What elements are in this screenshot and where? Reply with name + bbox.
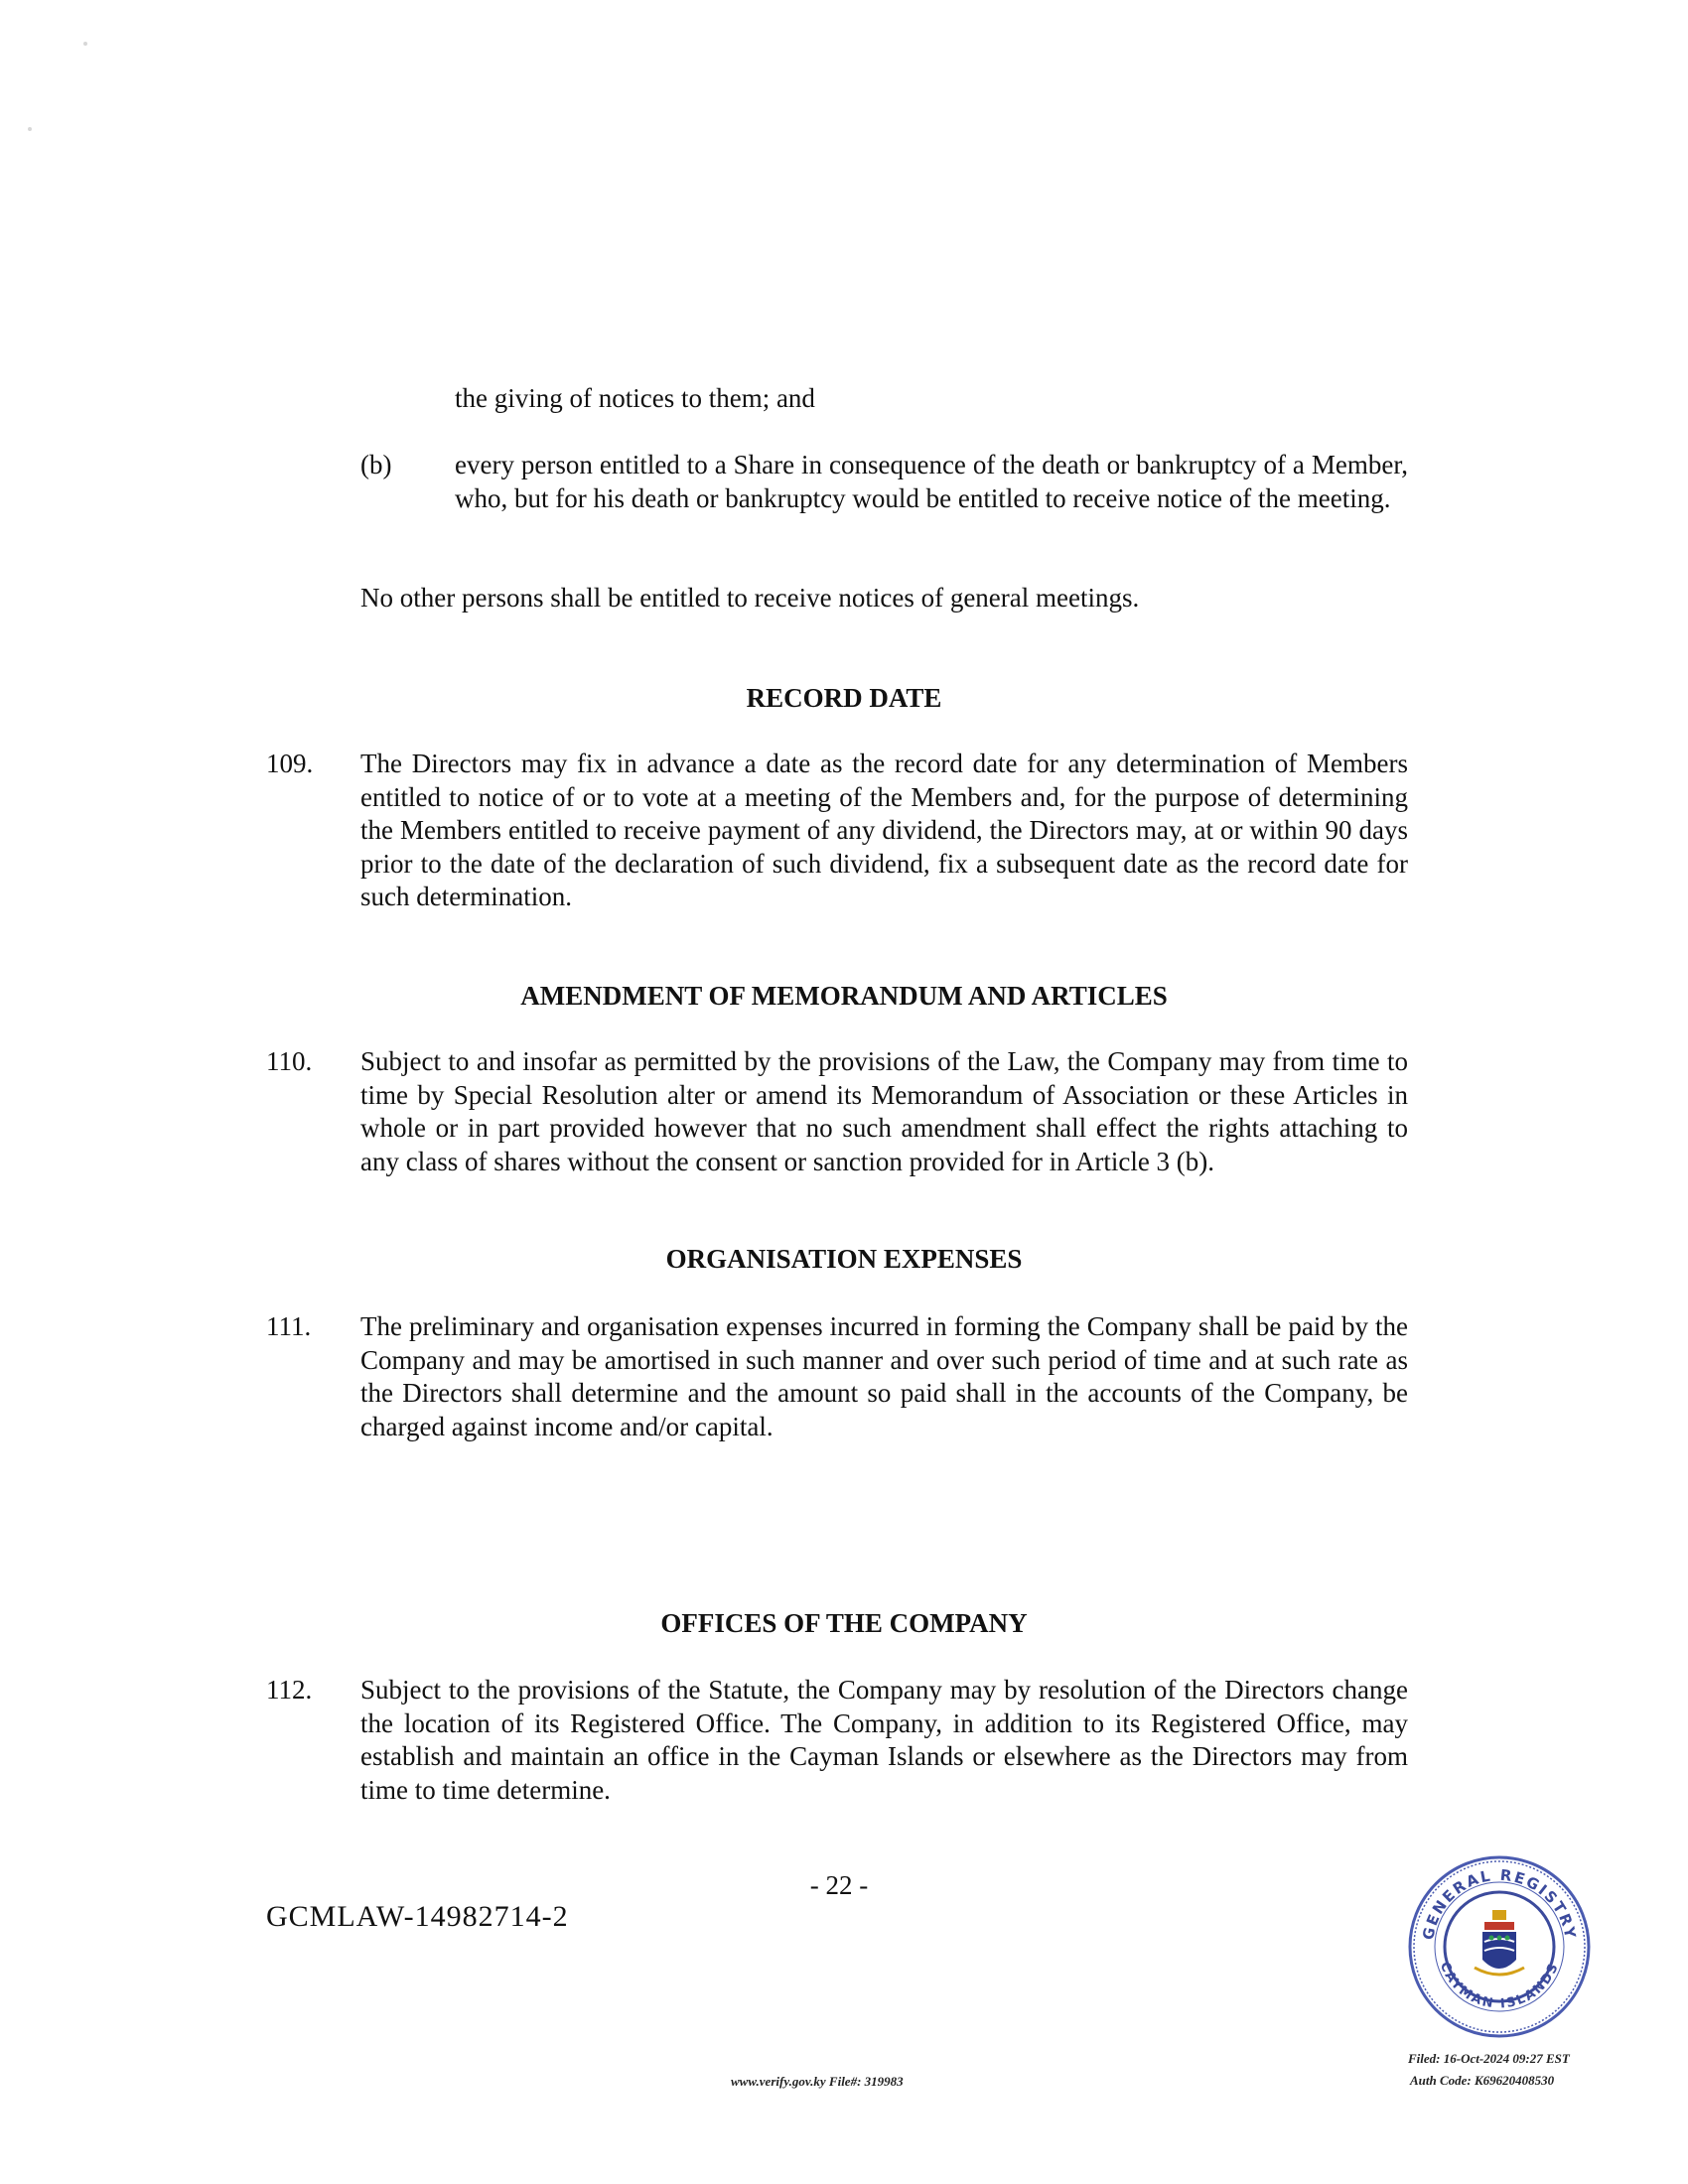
continuation-line: the giving of notices to them; and [455, 383, 815, 413]
section-heading-amendment: AMENDMENT OF MEMORANDUM AND ARTICLES [520, 981, 1168, 1011]
section-heading-offices: OFFICES OF THE COMPANY [660, 1608, 1028, 1638]
seal-text-top: GENERAL REGISTRY [1419, 1865, 1580, 1942]
general-registry-seal [1405, 1852, 1594, 2041]
scan-speck [28, 127, 32, 131]
section-text-112: Subject to the provisions of the Statute, the Company may by resolution of the Directors change the location of its Registered Office. The Company, in addition to its Registered Office, may establish and maintain an office in the Cayman Islands or elsewhere as the Directors may from time to time determine. [360, 1675, 1408, 1805]
section-text-109: The Directors may fix in advance a date as the record date for any determination of Members entitled to notice of or to vote at a meeting of the Members and, for the purpose of determining the Members entitled to receive payment of any dividend, the Directors may, at or within 90 days prior to the date of the declaration of such dividend, fix a subsequent date as the record date for such determination. [360, 749, 1408, 911]
page-number: - 22 - [809, 1870, 869, 1900]
section-number-112: 112. [266, 1675, 313, 1705]
document-reference: GCMLAW-14982714-2 [266, 1900, 569, 1933]
scan-speck [83, 42, 87, 46]
filed-timestamp: Filed: 16-Oct-2024 09:27 EST [1408, 2051, 1570, 2066]
item-b-label: (b) [360, 450, 392, 479]
section-number-111: 111. [266, 1311, 312, 1341]
section-number-109: 109. [266, 749, 314, 778]
closing-sentence: No other persons shall be entitled to receive notices of general meetings. [360, 583, 1140, 613]
auth-code: Auth Code: K69620408530 [1410, 2073, 1555, 2088]
item-b-text: every person entitled to a Share in consequence of the death or bankruptcy of a Member, who, but for his death or bankruptcy would be entitled to receive notice of the meeting. [455, 450, 1408, 513]
section-text-110: Subject to and insofar as permitted by the provisions of the Law, the Company may from time to time by Special Resolution alter or amend its Memorandum of Association or these Articles in whole or in part provided however that no such amendment shall effect the rights attaching to any class of shares without the consent or sanction provided for in Article 3 (b). [360, 1046, 1408, 1176]
section-heading-record-date: RECORD DATE [746, 683, 942, 713]
section-text-111: The preliminary and organisation expenses incurred in forming the Company shall be paid by the Company and may be amortised in such manner and over such period of time and at such rate as the Directors shall determine and the amount so paid shall in the accounts of the Company, be charged against income and/or capital. [360, 1311, 1408, 1441]
seal-text-bottom: CAYMAN ISLANDS [1436, 1960, 1563, 2012]
section-heading-organisation-expenses: ORGANISATION EXPENSES [665, 1244, 1023, 1274]
verify-line: www.verify.gov.ky File#: 319983 [731, 2074, 904, 2089]
section-number-110: 110. [266, 1046, 313, 1076]
